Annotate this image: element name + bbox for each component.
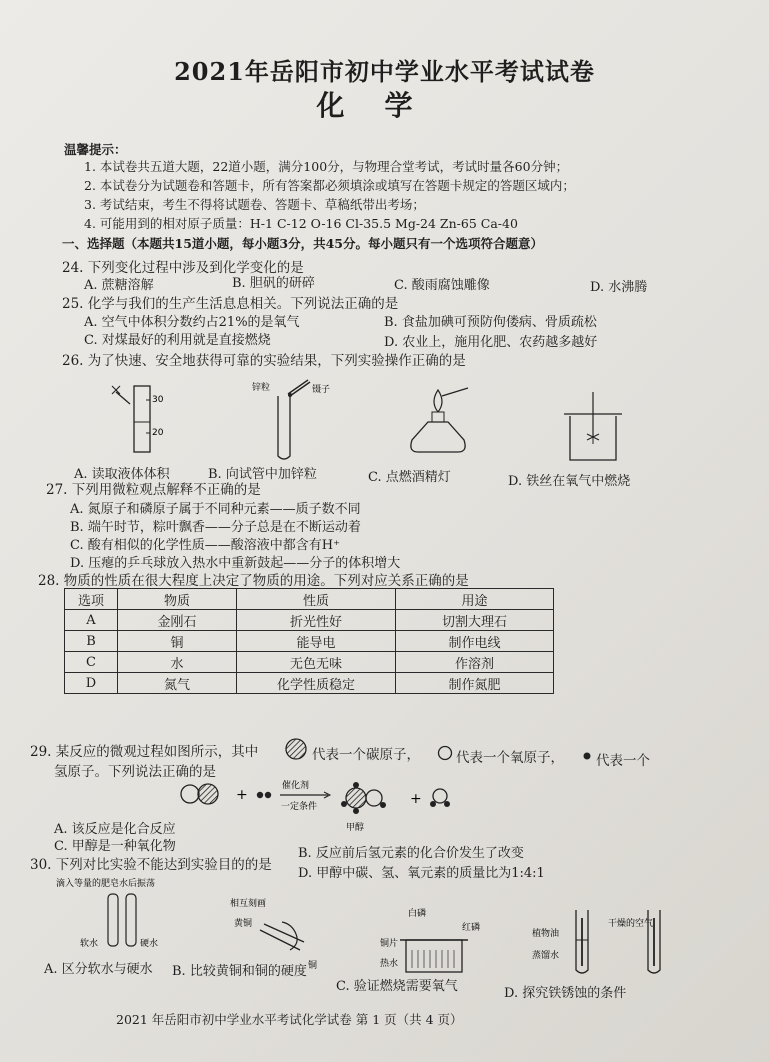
table-cell: 制作氮肥 (396, 673, 554, 694)
table-header: 性质 (237, 589, 396, 610)
reaction-condition-top: 催化剂 (282, 781, 310, 791)
brass-label: 黄铜 (234, 919, 253, 929)
table-cell: 切割大理石 (396, 610, 554, 631)
zinc-label: 锌粒 (252, 383, 271, 393)
q25-stem: 25. 化学与我们的生产生活息息相关。下列说法正确的是 (62, 296, 399, 312)
q29-stem-part-1: 29. 某反应的微观过程如图所示，其中 (30, 744, 259, 760)
q29-stem-part-4: 代表一个 (596, 753, 650, 769)
tips-heading: 温馨提示： (64, 142, 127, 157)
plus-sign: + (236, 787, 248, 803)
q30-option-d: D. 探究铁锈蚀的条件 (504, 986, 627, 1001)
table-cell: 作溶剂 (396, 652, 554, 673)
q28-stem: 28. 物质的性质在很大程度上决定了物质的用途。下列对应关系正确的是 (38, 573, 469, 589)
q25-option-c: C. 对煤最好的利用就是直接燃烧 (84, 333, 271, 348)
q28-property-table (64, 588, 554, 694)
table-header-row (65, 589, 554, 610)
q26-option-a: A. 读取液体体积 (74, 467, 170, 482)
soap-water-label: 滴入等量的肥皂水后振荡 (56, 879, 156, 889)
carbon-atom-icon (285, 738, 309, 760)
table-cell: 氮气 (118, 673, 237, 694)
table-header: 用途 (396, 589, 554, 610)
tip-1: 1. 本试卷共五道大题，22道小题，满分100分，与物理合堂考试，考试时量各60分钟； (84, 159, 569, 174)
q24-option-c: C. 酸雨腐蚀雕像 (394, 278, 490, 293)
exam-subject: 化学 (316, 89, 453, 122)
table-cell: 能导电 (237, 631, 396, 652)
q30-option-a: A. 区分软水与硬水 (44, 962, 153, 977)
tick-label-top: 30 (152, 395, 164, 405)
tip-2: 2. 本试卷分为试题卷和答题卡，所有答案都必须填涂或填写在答题卡规定的答题区域内； (84, 178, 575, 193)
page-footer: 2021 年岳阳市初中学业水平考试化学试卷 第 1 页（共 4 页） (116, 1012, 463, 1027)
q27-option-d: D. 压瘪的乒乓球放入热水中重新鼓起——分子的体积增大 (70, 556, 401, 571)
q24-option-d: D. 水沸腾 (590, 280, 648, 295)
tip-4: 4. 可能用到的相对原子质量：H-1 C-12 O-16 Cl-35.5 Mg-24 Zn-65 Ca-40 (84, 216, 518, 231)
alcohol-lamp-figure (398, 386, 478, 466)
vegetable-oil-label: 植物油 (532, 929, 560, 939)
product-label: 甲醇 (346, 823, 365, 833)
reaction-diagram (178, 778, 478, 838)
q29-option-b: B. 反应前后氢元素的化合价发生了改变 (298, 846, 524, 861)
table-cell: 制作电线 (396, 631, 554, 652)
scratch-label: 相互刻画 (230, 899, 267, 909)
q30-option-c: C. 验证燃烧需要氧气 (336, 979, 458, 994)
tip-3: 3. 考试结束，考生不得将试题卷、答题卡、草稿纸带出考场； (84, 197, 425, 212)
table-cell: 水 (118, 652, 237, 673)
oxygen-atom-icon (437, 745, 453, 761)
hot-water-label: 热水 (380, 959, 399, 969)
q25-option-a: A. 空气中体积分数约占21%的是氧气 (84, 315, 300, 330)
q29-option-a: A. 该反应是化合反应 (54, 822, 176, 837)
section-heading: 一、选择题（本题共15道小题，每小题3分，共45分。每小题只有一个选项符合题意） (62, 236, 543, 251)
reaction-condition-bottom: 一定条件 (281, 802, 318, 812)
q29-stem-part-5: 氢原子。下列说法正确的是 (54, 764, 216, 780)
hard-water-label: 硬水 (140, 939, 159, 949)
distilled-water-label: 蒸馏水 (532, 951, 560, 961)
cylinder-reading-figure (110, 378, 170, 458)
table-header: 物质 (118, 589, 237, 610)
q26-stem: 26. 为了快速、安全地获得可靠的实验结果，下列实验操作正确的是 (62, 353, 466, 369)
q25-option-b: B. 食盐加碘可预防佝偻病、骨质疏松 (384, 315, 597, 330)
q29-stem-part-3: 代表一个氧原子， (456, 750, 564, 766)
table-cell: 折光性好 (237, 610, 396, 631)
table-row (65, 610, 554, 631)
q27-option-a: A. 氮原子和磷原子属于不同种元素——质子数不同 (70, 502, 361, 517)
table-row (65, 652, 554, 673)
q29-option-d: D. 甲醇中碳、氢、氧元素的质量比为1:4:1 (298, 866, 545, 881)
soap-water-figure (56, 874, 206, 964)
table-cell: D (65, 673, 118, 694)
hydrogen-atom-icon (582, 751, 592, 761)
table-cell: 铜 (118, 631, 237, 652)
q24-stem: 24. 下列变化过程中涉及到化学变化的是 (62, 260, 304, 276)
iron-rust-figure (510, 900, 660, 980)
tick-label-bottom: 20 (152, 428, 164, 438)
table-cell: C (65, 652, 118, 673)
table-row (65, 673, 554, 694)
copper-sheet-label: 铜片 (380, 939, 399, 949)
q26-option-b: B. 向试管中加锌粒 (208, 467, 317, 482)
q24-option-a: A. 蔗糖溶解 (84, 278, 154, 293)
table-cell: B (65, 631, 118, 652)
dry-air-label: 干燥的空气 (608, 919, 654, 929)
q24-option-b: B. 胆矾的研碎 (232, 276, 315, 291)
white-phosphorus-label: 白磷 (408, 909, 427, 919)
test-tube-zinc-figure (252, 376, 342, 462)
q30-stem: 30. 下列对比实验不能达到实验目的的是 (30, 857, 272, 873)
exam-title: 2021年岳阳市初中学业水平考试试卷 (174, 57, 595, 86)
q29-option-c: C. 甲醇是一种氧化物 (54, 839, 176, 854)
q26-option-d: D. 铁丝在氧气中燃烧 (508, 474, 631, 489)
q27-option-c: C. 酸有相似的化学性质——酸溶液中都含有H⁺ (70, 538, 340, 553)
q27-stem: 27. 下列用微粒观点解释不正确的是 (46, 482, 261, 498)
table-cell: 化学性质稳定 (237, 673, 396, 694)
copper-label: 铜 (308, 961, 318, 971)
q26-option-c: C. 点燃酒精灯 (368, 470, 451, 485)
q25-option-d: D. 农业上，施用化肥、农药越多越好 (384, 335, 598, 350)
table-cell: A (65, 610, 118, 631)
plus-sign: + (410, 791, 422, 807)
table-cell: 无色无味 (237, 652, 396, 673)
table-row (65, 631, 554, 652)
red-phosphorus-label: 红磷 (462, 923, 481, 933)
table-header: 选项 (65, 589, 118, 610)
combustion-figure (372, 906, 492, 976)
soft-water-label: 软水 (80, 939, 99, 949)
iron-wire-oxygen-figure (560, 386, 630, 466)
table-cell: 金刚石 (118, 610, 237, 631)
tweezers-label: 镊子 (312, 385, 331, 395)
q27-option-b: B. 端午时节，粽叶飘香——分子总是在不断运动着 (70, 520, 361, 535)
q29-stem-part-2: 代表一个碳原子， (312, 747, 420, 763)
q30-option-b: B. 比较黄铜和铜的硬度 (172, 964, 307, 979)
